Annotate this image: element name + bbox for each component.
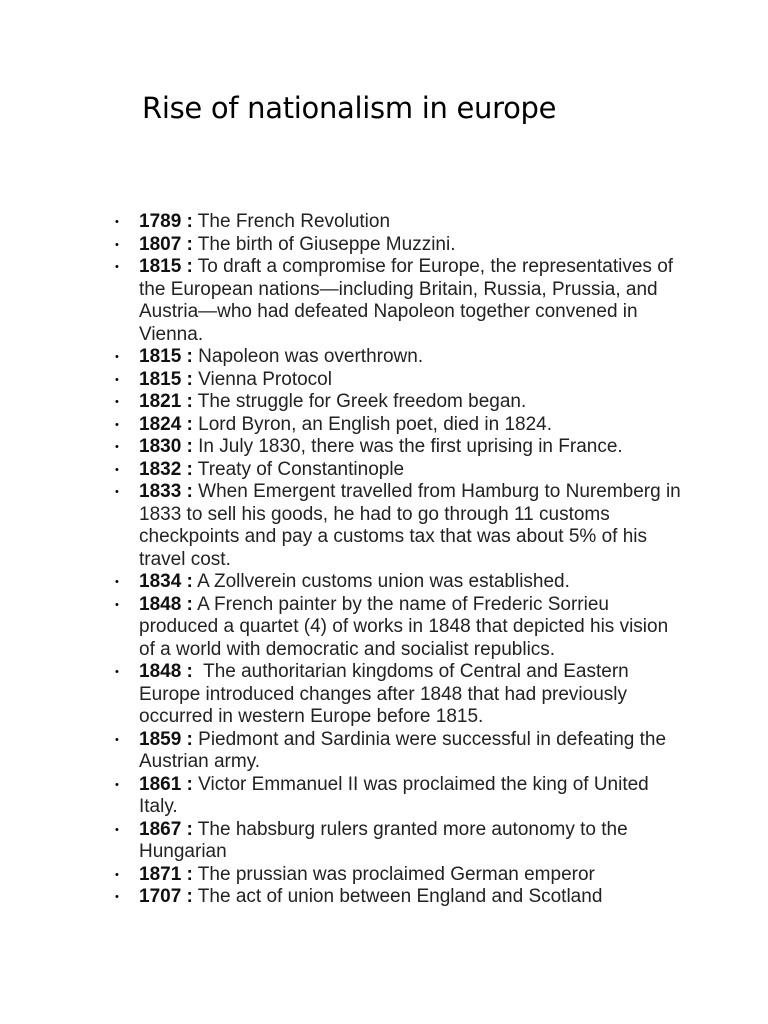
bullet-icon: •	[115, 823, 119, 836]
timeline-item	[115, 233, 684, 257]
document-title: Rise of nationalism in europe	[142, 91, 557, 125]
timeline-event-text: Treaty of Constantinople	[192, 458, 405, 480]
timeline-event-text: Vienna Protocol	[192, 368, 332, 390]
timeline-year: 1848 :	[139, 593, 193, 615]
timeline-year: 1871 :	[139, 863, 193, 885]
timeline-year: 1789 :	[139, 211, 193, 232]
timeline-year: 1815 :	[139, 256, 193, 277]
timeline-year: 1848 :	[139, 661, 193, 682]
timeline-event-text: The French Revolution	[192, 211, 391, 232]
timeline-item	[115, 886, 684, 909]
timeline-event-text: Piedmont and Sardinia were successful in defeating the Austrian army.	[139, 728, 671, 772]
timeline-item	[115, 346, 684, 369]
timeline-item	[115, 593, 684, 662]
bullet-icon: •	[115, 486, 119, 498]
timeline-event-text: When Emergent travelled from Hamburg to Nuremberg in 1833 to sell his goods, he had to go through 11 customs checkpoints and pay a customs tax that was about 5% of his travel cost.	[139, 481, 687, 570]
timeline-year: 1824 :	[139, 413, 193, 435]
timeline-item	[115, 211, 684, 234]
timeline-item	[115, 773, 684, 819]
timeline-year: 1707 :	[139, 886, 193, 907]
bullet-icon: •	[115, 778, 119, 791]
bullet-icon: •	[115, 441, 119, 453]
timeline-year: 1815 :	[139, 346, 193, 367]
timeline-item	[115, 481, 687, 571]
bullet-icon: •	[115, 666, 119, 678]
bullet-icon: •	[115, 351, 119, 363]
timeline-item	[115, 571, 684, 594]
timeline-year: 1859 :	[139, 728, 193, 750]
timeline-event-text: Napoleon was overthrown.	[192, 346, 424, 367]
timeline-item	[115, 436, 684, 459]
timeline-year: 1867 :	[139, 818, 193, 840]
timeline-event-text: The act of union between England and Scotland	[192, 886, 603, 907]
bullet-icon: •	[115, 733, 119, 746]
timeline-event-text: The habsburg rulers granted more autonomy to the Hungarian	[139, 818, 633, 862]
timeline-item	[115, 256, 684, 346]
timeline-year: 1830 :	[139, 436, 193, 457]
timeline-event-text: The prussian was proclaimed German emperor	[192, 863, 595, 885]
bullet-icon: •	[115, 238, 119, 251]
bullet-icon: •	[115, 396, 119, 408]
timeline-event-text: Lord Byron, an English poet, died in 1824.	[192, 413, 553, 435]
timeline-event-text: The birth of Giuseppe Muzzini.	[192, 233, 456, 255]
bullet-icon: •	[115, 891, 119, 903]
timeline-item	[115, 458, 684, 482]
timeline-year: 1833 :	[139, 481, 193, 502]
timeline-event-text: To draft a compromise for Europe, the representatives of the European nations—including Britain, Russia, Prussia, and Austria—who had defeated Napoleon together convened in Vienna.	[139, 256, 679, 345]
timeline-item	[115, 391, 684, 414]
bullet-icon: •	[115, 373, 119, 386]
timeline-item	[115, 818, 684, 864]
timeline-event-text: A Zollverein customs union was established.	[192, 571, 570, 592]
timeline-year: 1807 :	[139, 233, 193, 255]
timeline-item	[115, 728, 684, 774]
timeline-year: 1861 :	[139, 773, 193, 795]
timeline-item	[115, 413, 684, 437]
bullet-icon: •	[115, 598, 119, 611]
timeline-item	[115, 863, 684, 887]
bullet-icon: •	[115, 216, 119, 228]
bullet-icon: •	[115, 261, 119, 273]
bullet-icon: •	[115, 868, 119, 881]
bullet-icon: •	[115, 418, 119, 431]
timeline-item	[115, 661, 684, 729]
timeline-event-text: In July 1830, there was the first uprising in France.	[192, 436, 623, 457]
timeline-event-text: Victor Emmanuel II was proclaimed the king of United Italy.	[139, 773, 655, 817]
timeline-year: 1834 :	[139, 571, 193, 592]
timeline-list	[115, 211, 687, 909]
bullet-icon: •	[115, 463, 119, 476]
timeline-item	[115, 368, 684, 392]
timeline-event-text: A French painter by the name of Frederic Sorrieu produced a quartet (4) of works in 1848 that depicted his vision of a world with democratic and socialist republics.	[139, 593, 674, 660]
timeline-event-text: The authoritarian kingdoms of Central and Eastern Europe introduced changes after 1848 that had previously occurred in western Europe before 1815.	[139, 661, 634, 727]
timeline-year: 1821 :	[139, 391, 193, 412]
timeline-event-text: The struggle for Greek freedom began.	[192, 391, 527, 412]
timeline-year: 1832 :	[139, 458, 193, 480]
timeline-year: 1815 :	[139, 368, 193, 390]
bullet-icon: •	[115, 576, 119, 588]
